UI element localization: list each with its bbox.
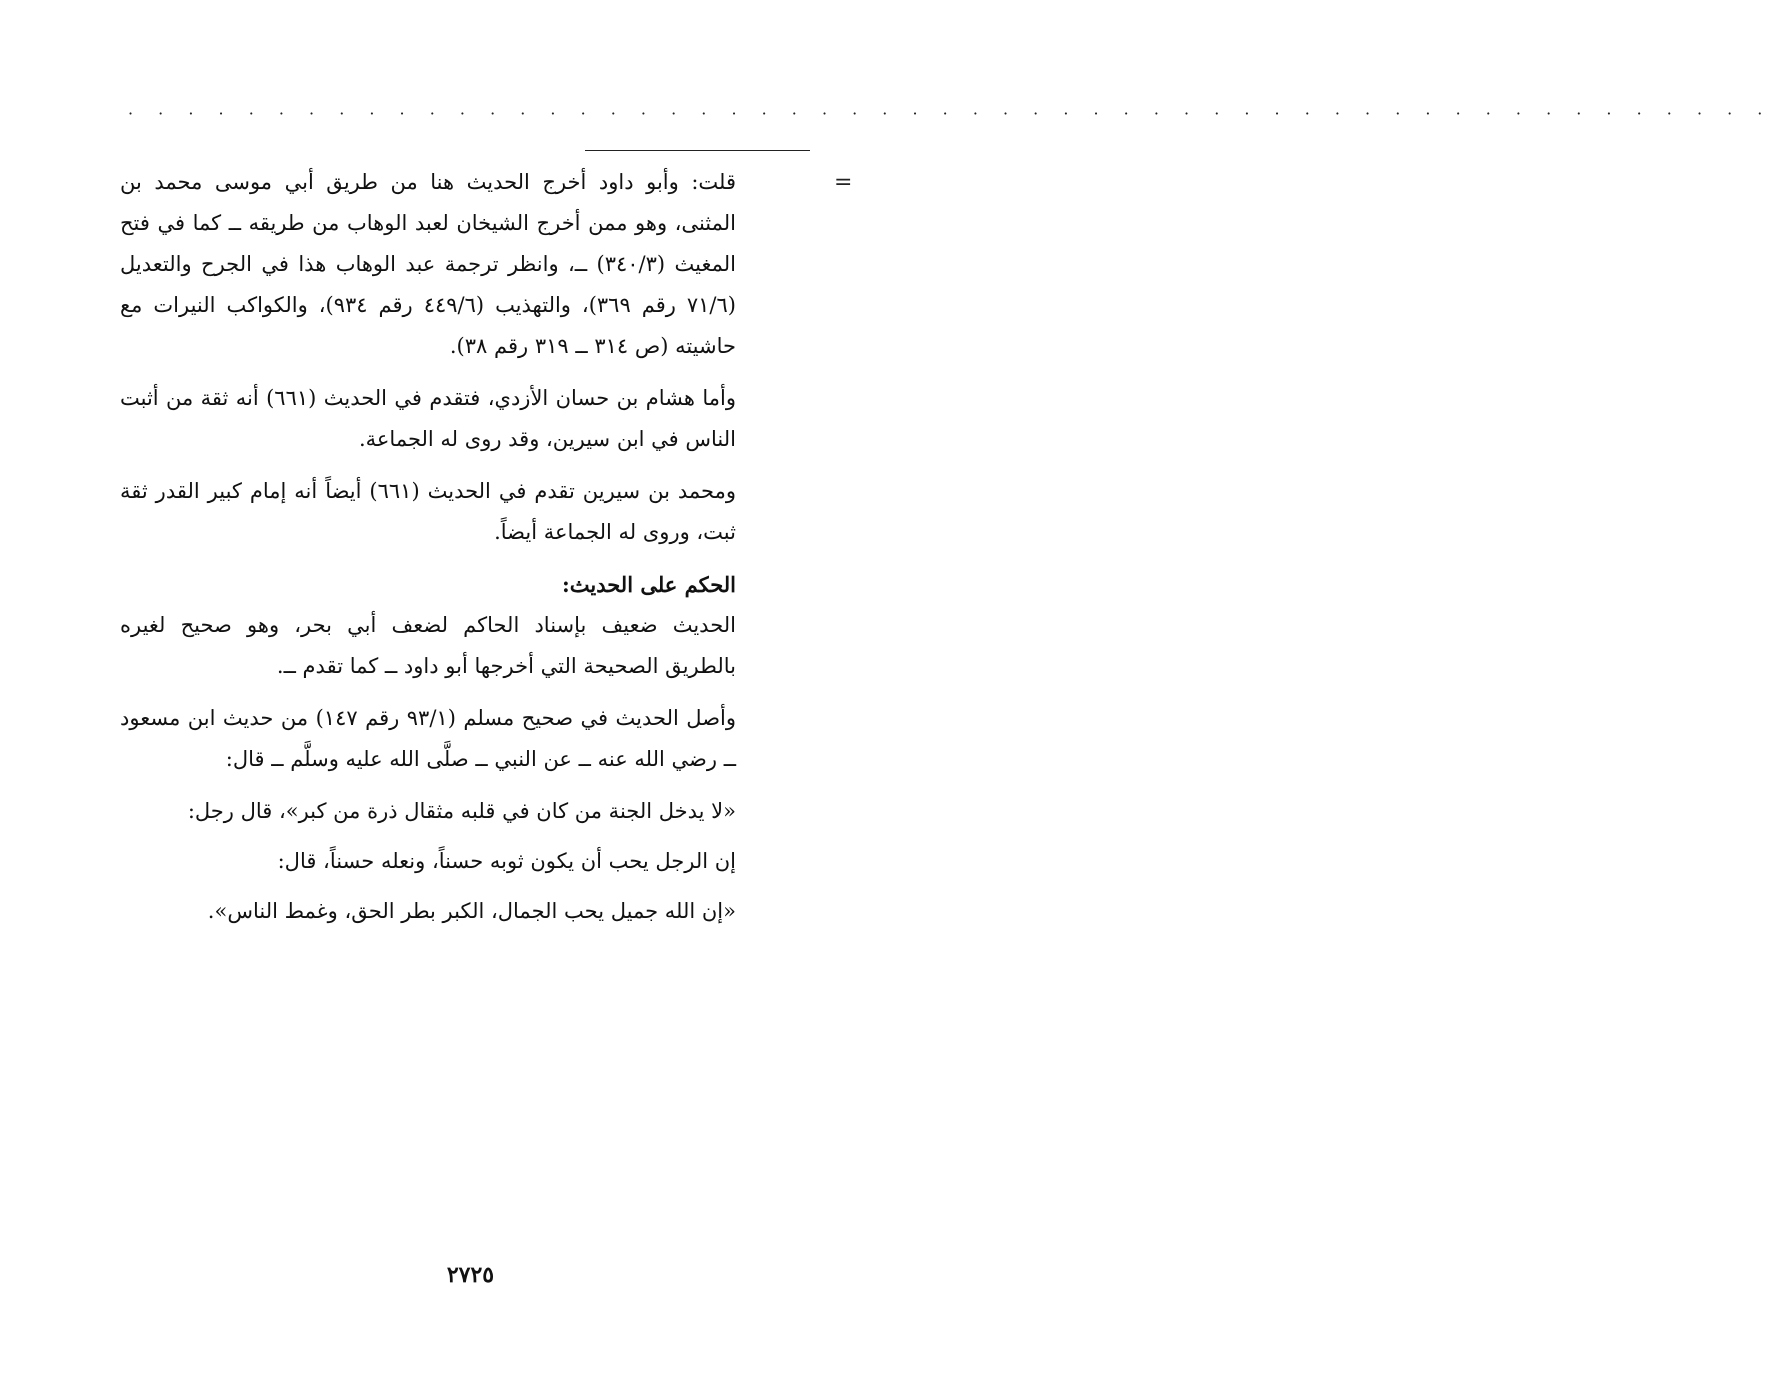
- paragraph-muslim-origin: وأصل الحديث في صحيح مسلم (٩٣/١ رقم ١٤٧) من حديث ابن مسعود ــ رضي الله عنه ــ عن النبي ــ صلَّى الله عليه وسلَّم ــ قال:: [120, 706, 736, 771]
- header-dotted-rule: · · · · · · · · · · · · · · · · · · · · · · · · · · · · · · · · · · · · · · · · · · · · · · · · · · · · · · ·: [128, 104, 1772, 123]
- paragraph-ibn-sirin: ومحمد بن سيرين تقدم في الحديث (٦٦١) أيضاً أنه إمام كبير القدر ثقة ثبت، وروى له الجماعة أيضاً.: [120, 479, 736, 544]
- continuation-mark: =: [834, 170, 853, 195]
- paragraph-ruling: الحديث ضعيف بإسناد الحاكم لضعف أبي بحر، وهو صحيح لغيره بالطريق الصحيحة التي أخرجها أبو داود ــ كما تقدم ــ.: [120, 613, 736, 678]
- page-body: [120, 162, 736, 941]
- footnote-separator-line: [585, 150, 810, 151]
- paragraph-abu-dawud-note: قلت: وأبو داود أخرج الحديث هنا من طريق أبي موسى محمد بن المثنى، وهو ممن أخرج الشيخان لعبد الوهاب من طريقه ــ كما في فتح المغيث (٣٤٠/٣) ــ، وانظر ترجمة عبد الوهاب هذا في الجرح والتعديل (٧١/٦ رقم ٣٦٩)، والتهذيب (٤٤٩/٦ رقم ٩٣٤)، والكواكب النيرات مع حاشيته (ص ٣١٤ ــ ٣١٩ رقم ٣٨).: [120, 170, 736, 358]
- quote-line-1: «لا يدخل الجنة من كان في قلبه مثقال ذرة من كبر»، قال رجل:: [187, 799, 736, 823]
- paragraph-hisham: وأما هشام بن حسان الأزدي، فتقدم في الحديث (٦٦١) أنه ثقة من أثبت الناس في ابن سيرين، وقد روى له الجماعة.: [120, 386, 737, 451]
- section-heading-ruling: الحكم على الحديث:: [562, 572, 736, 597]
- page-number: ٢٧٢٥: [446, 1262, 495, 1288]
- quote-line-3: «إن الله جميل يحب الجمال، الكبر بطر الحق، وغمط الناس».: [207, 899, 736, 923]
- quote-line-2: إن الرجل يحب أن يكون ثوبه حسناً، ونعله حسناً، قال:: [277, 849, 736, 873]
